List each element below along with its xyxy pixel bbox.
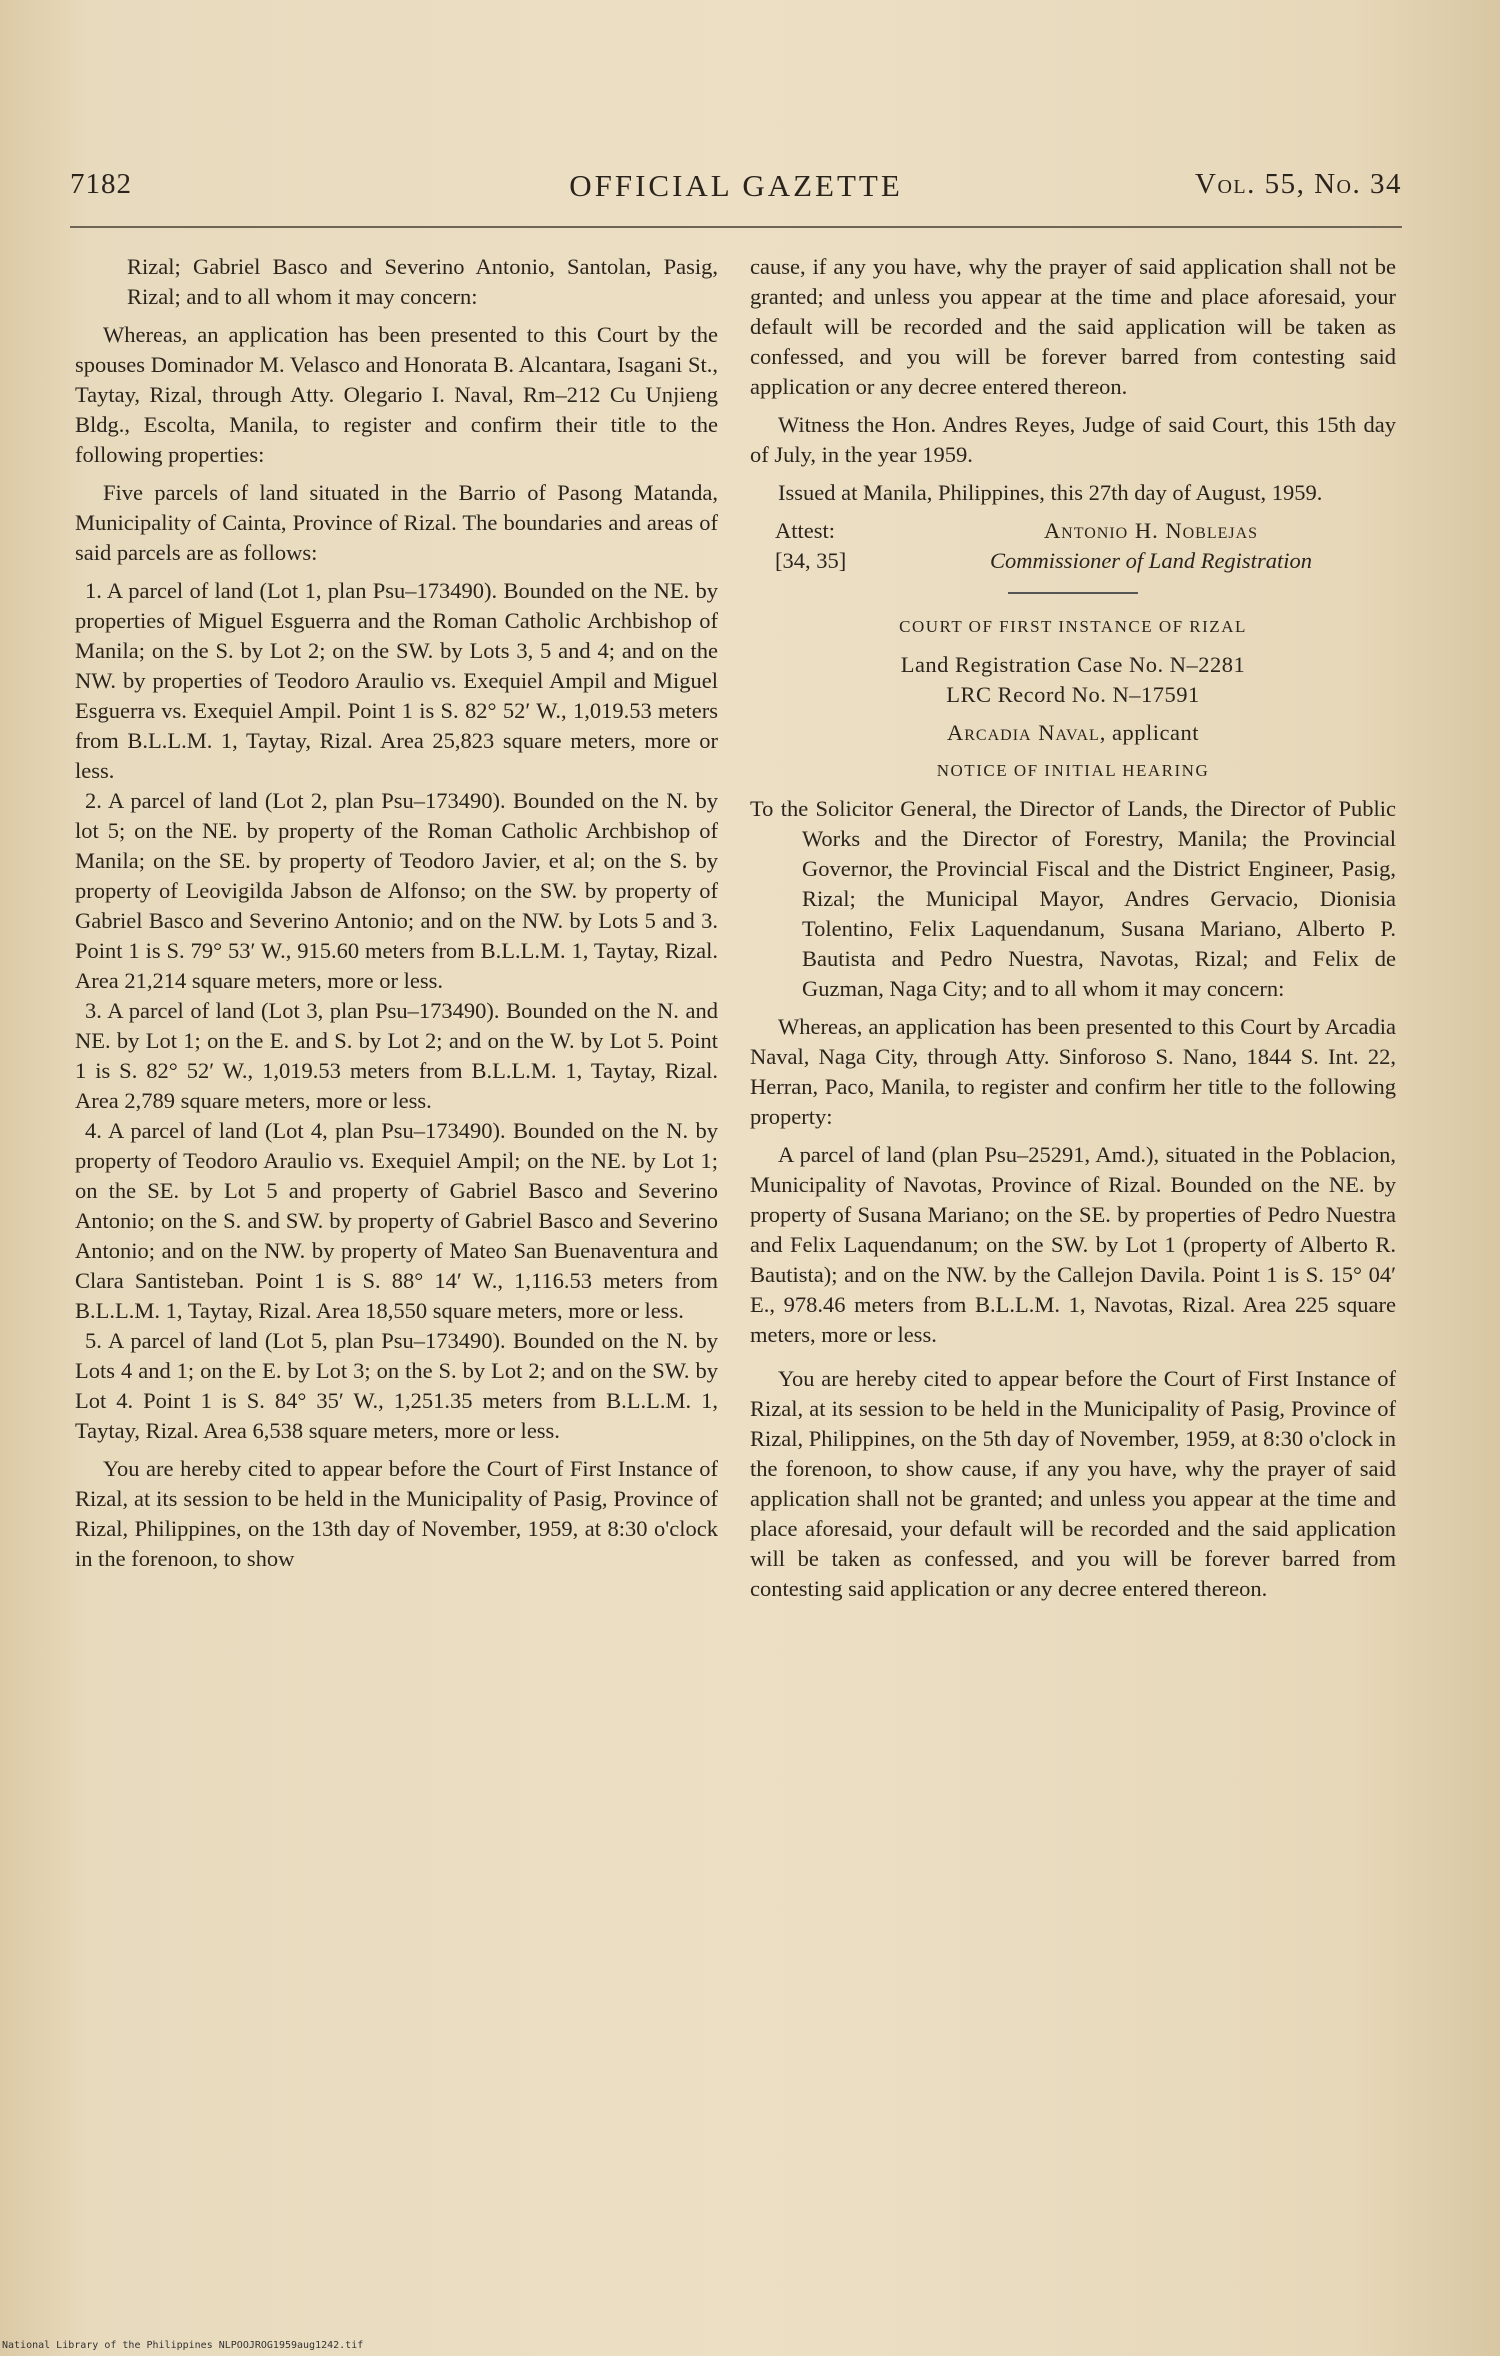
court-heading: COURT OF FIRST INSTANCE OF RIZAL — [899, 617, 1247, 636]
address-continuation: Rizal; Gabriel Basco and Severino Antonio, Santolan, Pasig, Rizal; and to all whom it may concern: — [127, 254, 718, 309]
applicant-line — [750, 718, 1396, 748]
parcel-description: A parcel of land (plan Psu–25291, Amd.), situated in the Poblacion, Municipality of Navotas, Province of Rizal. Bounded on the NE. by property of Susana Mariano; on the SE. by properties of Pedro Nuestra and Felix Laquendanum; on the SW. by Lot 1 (property of Alberto R. Bautista); and on the NW. by the Callejon Davila. Point 1 is S. 15° 04′ E., 978.46 meters from B.L.L.M. 1, Navotas, Rizal. Area 225 square meters, more or less. — [750, 1142, 1396, 1347]
parcels-intro: Five parcels of land situated in the Barrio of Pasong Matanda, Municipality of Cainta, Province of Rizal. The boundaries and areas of said parcels are as follows: — [75, 480, 718, 565]
applicant-name: Arcadia Naval — [947, 720, 1100, 745]
case-number: Land Registration Case No. N–2281 — [900, 652, 1246, 677]
signatory-title: Commissioner of Land Registration — [990, 548, 1312, 573]
issue-reference: [34, 35] — [775, 548, 847, 573]
signatory-name: Antonio H. Noblejas — [1043, 518, 1259, 543]
parcel-lot-1: 1. A parcel of land (Lot 1, plan Psu–173490). Bounded on the NE. by properties of Miguel Esguerra and the Roman Catholic Archbishop of Manila; on the S. by Lot 2; on the SW. by Lots 3, 5 and 4; and on the NW. by properties of Teodoro Araulio vs. Exequiel Ampil and Miguel Esguerra vs. Exequiel Ampil. Point 1 is S. 82° 52′ W., 1,019.53 meters from B.L.L.M. 1, Taytay, Rizal. Area 25,823 square meters, more or less. — [75, 578, 718, 783]
attest-row — [750, 516, 1396, 546]
record-number: LRC Record No. N–17591 — [946, 682, 1200, 707]
citation-continuation: cause, if any you have, why the prayer of said application shall not be granted; and unless you appear at the time and place aforesaid, your default will be recorded and the said application will be taken as confessed, and you will be forever barred from contesting said application or any decree entered thereon. — [750, 254, 1396, 399]
section-divider — [1008, 592, 1138, 594]
scan-credit: National Library of the Philippines NLPOOJROG1959aug1242.tif — [2, 2340, 364, 2351]
application-paragraph-2: Whereas, an application has been presented to this Court by Arcadia Naval, Naga City, through Atty. Sinforoso S. Nano, 1844 S. Int. 22, Herran, Paco, Manila, to register and confirm her title to the following property: — [750, 1014, 1396, 1129]
parcel-lot-5: 5. A parcel of land (Lot 5, plan Psu–173490). Bounded on the N. by Lots 4 and 1; on the E. by Lot 3; on the S. by Lot 2; and on the SW. by Lot 4. Point 1 is S. 84° 35′ W., 1,251.35 meters from B.L.L.M. 1, Taytay, Rizal. Area 6,538 square meters, more or less. — [75, 1328, 718, 1443]
header-rule — [70, 226, 1402, 228]
notice-heading: NOTICE OF INITIAL HEARING — [936, 761, 1210, 780]
applicant-suffix: , applicant — [1099, 720, 1199, 745]
parcel-lot-4: 4. A parcel of land (Lot 4, plan Psu–173490). Bounded on the N. by property of Teodoro Araulio vs. Exequiel Ampil; on the NE. by Lot 1; on the SE. by Lot 5 and property of Gabriel Basco and Severino Antonio; on the S. and SW. by property of Gabriel Basco and Severino Antonio; and on the NW. by property of Mateo San Buenaventura and Clara Santisteban. Point 1 is S. 88° 14′ W., 1,116.53 meters from B.L.L.M. 1, Taytay, Rizal. Area 18,550 square meters, more or less. — [75, 1118, 718, 1323]
citation-paragraph-2: You are hereby cited to appear before the Court of First Instance of Rizal, at its session to be held in the Municipality of Pasig, Province of Rizal, Philippines, on the 5th day of November, 1959, at 8:30 o'clock in the forenoon, to show cause, if any you have, why the prayer of said application shall not be granted; and unless you appear at the time and place aforesaid, your default will be recorded and the said application will be taken as confessed, and you will be forever barred from contesting said application or any decree entered thereon. — [750, 1366, 1396, 1601]
volume-info: Vol. 55, No. 34 — [1195, 168, 1402, 200]
page-header — [70, 168, 1402, 218]
issued-paragraph: Issued at Manila, Philippines, this 27th day of August, 1959. — [778, 480, 1323, 505]
application-paragraph: Whereas, an application has been presented to this Court by the spouses Dominador M. Velasco and Honorata B. Alcantara, Isagani St., Taytay, Rizal, through Atty. Olegario I. Naval, Rm–212 Cu Unjieng Bldg., Escolta, Manila, to register and confirm their title to the following properties: — [75, 322, 718, 467]
publication-title: OFFICIAL GAZETTE — [569, 168, 903, 203]
citation-paragraph: You are hereby cited to appear before the Court of First Instance of Rizal, at its session to be held in the Municipality of Pasig, Province of Rizal, Philippines, on the 13th day of November, 1959, at 8:30 o'clock in the forenoon, to show — [75, 1456, 718, 1571]
notice-address: To the Solicitor General, the Director of Lands, the Director of Public Works and the Director of Forestry, Manila; the Provincial Governor, the Provincial Fiscal and the District Engineer, Pasig, Rizal; the Municipal Mayor, Andres Gervacio, Dionisia Tolentino, Felix Laquendanum, Susana Mariano, Alberto P. Bautista and Pedro Nuestra, Navotas, Rizal; and Felix de Guzman, Naga City; and to all whom it may concern: — [750, 796, 1396, 1001]
parcel-lot-2: 2. A parcel of land (Lot 2, plan Psu–173490). Bounded on the N. by lot 5; on the NE. by property of the Roman Catholic Archbishop of Manila; on the SE. by property of Teodoro Javier, et al; on the S. by property of Leovigilda Jabson de Alfonso; on the SW. by property of Gabriel Basco and Severino Antonio; and on the NW. by Lots 5 and 3. Point 1 is S. 79° 53′ W., 915.60 meters from B.L.L.M. 1, Taytay, Rizal. Area 21,214 square meters, more or less. — [75, 788, 718, 993]
attest-label: Attest: — [775, 518, 835, 543]
left-column — [75, 252, 718, 1574]
right-column — [750, 252, 1396, 1604]
signatory-row — [750, 546, 1396, 576]
witness-paragraph: Witness the Hon. Andres Reyes, Judge of said Court, this 15th day of July, in the year 1959. — [750, 412, 1396, 467]
page-number: 7182 — [70, 168, 132, 200]
parcel-lot-3: 3. A parcel of land (Lot 3, plan Psu–173490). Bounded on the N. and NE. by Lot 1; on the E. and S. by Lot 2; and on the W. by Lot 5. Point 1 is S. 82° 52′ W., 1,019.53 meters from B.L.L.M. 1, Taytay, Rizal. Area 2,789 square meters, more or less. — [75, 998, 718, 1113]
